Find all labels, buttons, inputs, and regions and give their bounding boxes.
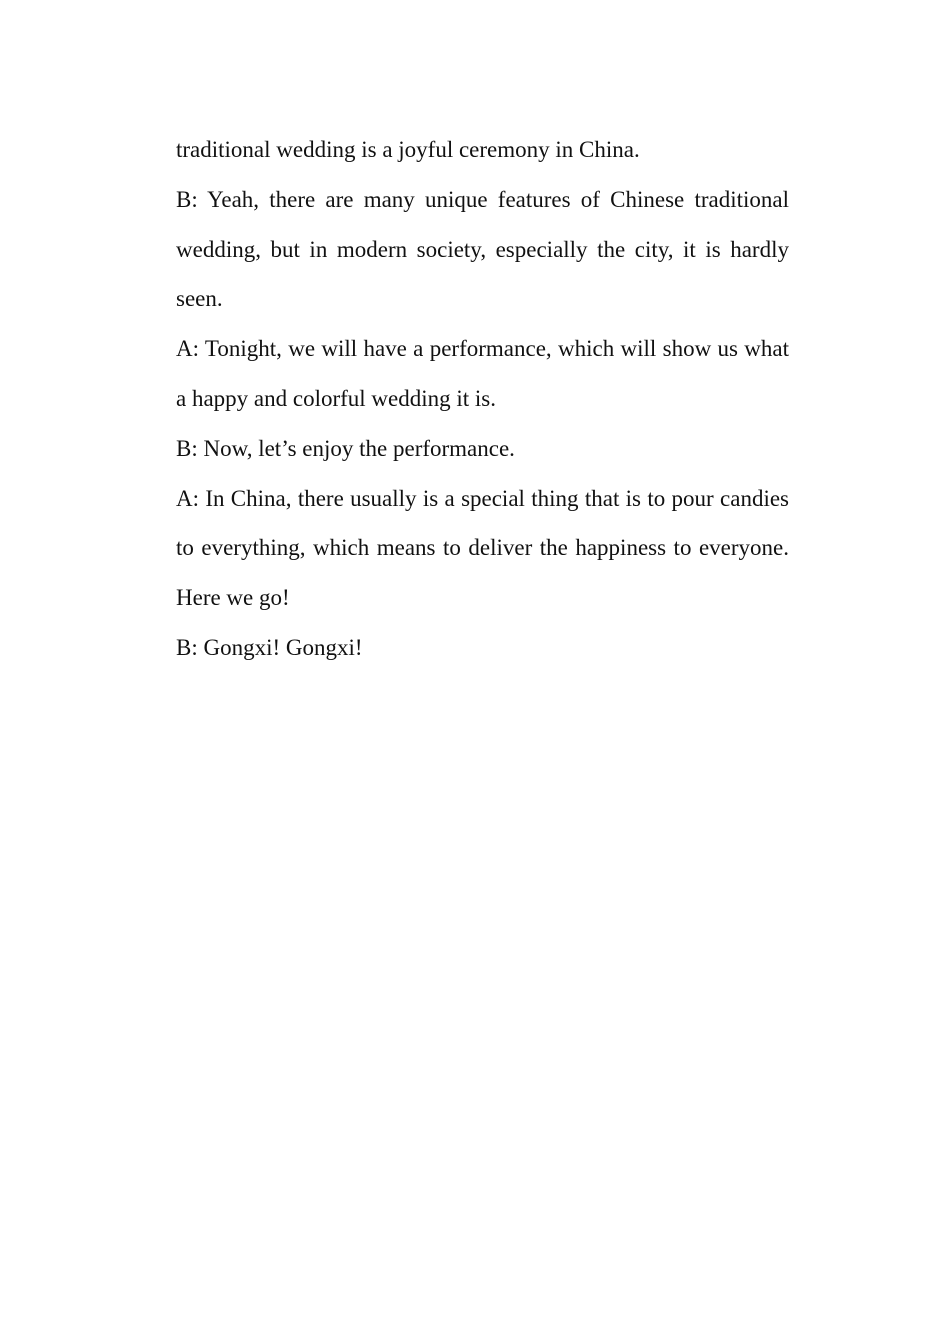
dialogue-line-a: A: In China, there usually is a special thing that is to pour candies to everything, which means to deliver the happiness to everyone. Here we go!	[176, 485, 789, 611]
dialogue-line-b: B: Gongxi! Gongxi!	[176, 634, 363, 660]
dialogue-line-b: B: Now, let’s enjoy the performance.	[176, 435, 515, 461]
paragraph-continuation: traditional wedding is a joyful ceremony in China.	[176, 137, 640, 162]
dialogue-line-a: A: Tonight, we will have a performance, which will show us what a happy and colorful wedding it is.	[176, 336, 789, 411]
document-body	[176, 125, 789, 673]
dialogue-line-b: B: Yeah, there are many unique features of Chinese traditional wedding, but in modern society, especially the city, it is hardly seen.	[176, 186, 789, 312]
